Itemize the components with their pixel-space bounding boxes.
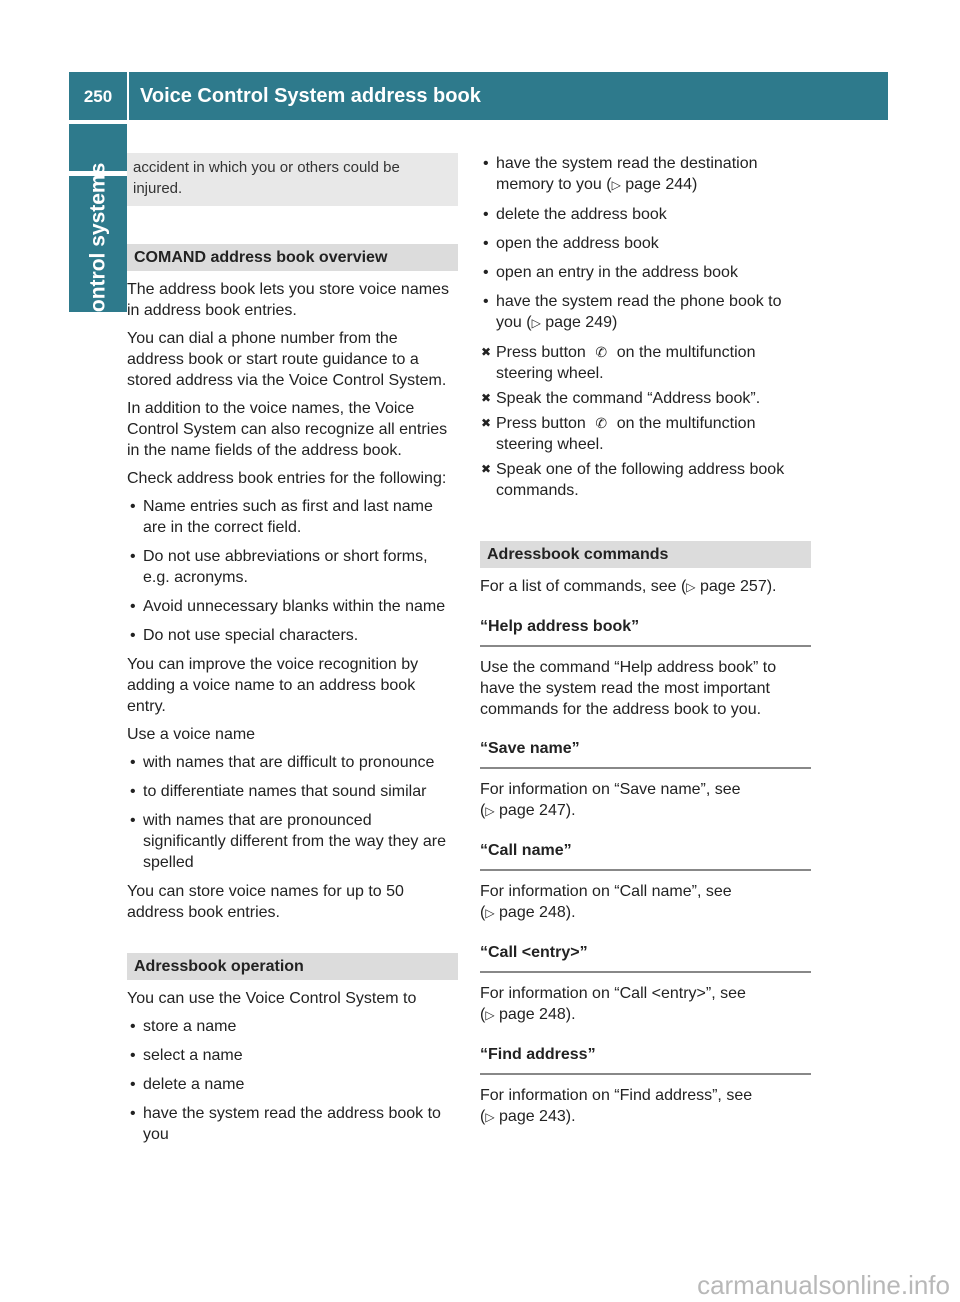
operation-list-continued [480, 153, 811, 334]
page-ref-link[interactable]: page 248 [499, 904, 566, 921]
list-item: • to differentiate names that sound similar [127, 781, 458, 802]
page-ref-link[interactable]: page 243 [499, 1108, 566, 1125]
phone-icon: ✆ [595, 344, 608, 360]
list-item: • delete a name [127, 1074, 458, 1095]
step-item: ✖ Press button ✆ on the multifunction steering wheel. [481, 344, 756, 382]
paragraph: For information on “Save name”, see (▷ page 247). [480, 781, 741, 819]
triangle-right-icon: ▷ [531, 316, 541, 330]
paragraph: You can store voice names for up to 50 address book entries. [127, 883, 404, 921]
paragraph: Use the command “Help address book” to have the system read the most important commands for the address book to you. [480, 659, 777, 718]
use-list [127, 752, 458, 873]
list-item: • Avoid unnecessary blanks within the name [127, 596, 458, 617]
list-item: • with names that are difficult to pronounce [127, 752, 458, 773]
page-ref-link[interactable]: page 249 [545, 314, 612, 331]
side-tab-label: Control systems [86, 162, 110, 328]
step-item: ✖ Press button ✆ on the multifunction steering wheel. [481, 415, 756, 453]
list-item: • have the system read the phone book to you (▷ page 249) [480, 291, 811, 334]
check-list [127, 496, 458, 646]
page-ref-link[interactable]: page 248 [499, 1006, 566, 1023]
triangle-right-icon: ▷ [485, 1110, 495, 1124]
section-heading-operation: Adressbook operation [127, 953, 458, 980]
left-column [127, 153, 458, 1153]
page-ref-link[interactable]: page 247 [499, 802, 566, 819]
paragraph: Check address book entries for the following: [127, 470, 447, 487]
list-item: • store a name [127, 1016, 458, 1037]
list-item: • have the system read the address book to you [127, 1103, 458, 1145]
section-heading-commands: Adressbook commands [480, 541, 811, 568]
watermark: carmanualsonline.info [697, 1270, 950, 1300]
right-column [480, 153, 811, 1135]
page-ref-link[interactable]: page 257 [699, 578, 767, 595]
command-heading-save-name: “Save name” [480, 738, 811, 769]
list-item: • Do not use abbreviations or short forms, e.g. acronyms. [127, 546, 458, 588]
step-list [480, 342, 811, 501]
command-heading-help: “Help address book” [480, 616, 811, 647]
triangle-right-icon: ▷ [686, 580, 696, 594]
list-item: • Do not use special characters. [127, 625, 458, 646]
arrow-right-icon: ✖ [481, 462, 492, 476]
phone-icon: ✆ [595, 415, 608, 431]
triangle-right-icon: ▷ [485, 906, 495, 920]
paragraph: You can improve the voice recognition by adding a voice name to an address book entry. [127, 656, 419, 715]
paragraph: The address book lets you store voice names in address book entries. [127, 281, 449, 319]
arrow-right-icon: ✖ [481, 416, 492, 430]
warning-box: accident in which you or others could be injured. [127, 153, 458, 206]
section-heading-overview: COMAND address book overview [127, 244, 458, 271]
paragraph: For a list of commands, see (▷ page 257). [480, 578, 777, 595]
paragraph: You can dial a phone number from the address book or start route guidance to a stored address via the Voice Control System. [127, 330, 447, 389]
triangle-right-icon: ▷ [611, 178, 621, 192]
list-item: • open an entry in the address book [480, 262, 811, 283]
command-heading-call-name: “Call name” [480, 840, 811, 871]
list-item: • have the system read the destination memory to you (▷ page 244) [480, 153, 811, 196]
page-ref-link[interactable]: page 244 [625, 176, 693, 193]
list-item: • with names that are pronounced significantly different from the way they are spelled [127, 810, 458, 873]
paragraph: Use a voice name [127, 726, 256, 743]
list-item: • delete the address book [480, 204, 811, 225]
paragraph: For information on “Call <entry>”, see (▷ page 248). [480, 985, 746, 1023]
paragraph: For information on “Find address”, see (▷ page 243). [480, 1087, 753, 1125]
operation-list [127, 1016, 458, 1145]
triangle-right-icon: ▷ [485, 804, 495, 818]
arrow-right-icon: ✖ [481, 391, 492, 405]
command-heading-find-address: “Find address” [480, 1044, 811, 1075]
step-item: ✖ Speak the command “Address book”. [481, 390, 761, 407]
paragraph: In addition to the voice names, the Voice Control System can also recognize all entries in the name fields of the address book. [127, 400, 448, 459]
page-number: 250 [69, 72, 127, 120]
paragraph: For information on “Call name”, see (▷ page 248). [480, 883, 732, 921]
command-heading-call-entry: “Call <entry>” [480, 942, 811, 973]
triangle-right-icon: ▷ [485, 1008, 495, 1022]
list-item: • Name entries such as first and last name are in the correct field. [127, 496, 458, 538]
arrow-right-icon: ✖ [481, 345, 492, 359]
paragraph: You can use the Voice Control System to [127, 990, 417, 1007]
page-title: Voice Control System address book [129, 72, 888, 120]
list-item: • select a name [127, 1045, 458, 1066]
list-item: • open the address book [480, 233, 811, 254]
step-item: ✖ Speak one of the following address book commands. [481, 461, 785, 499]
